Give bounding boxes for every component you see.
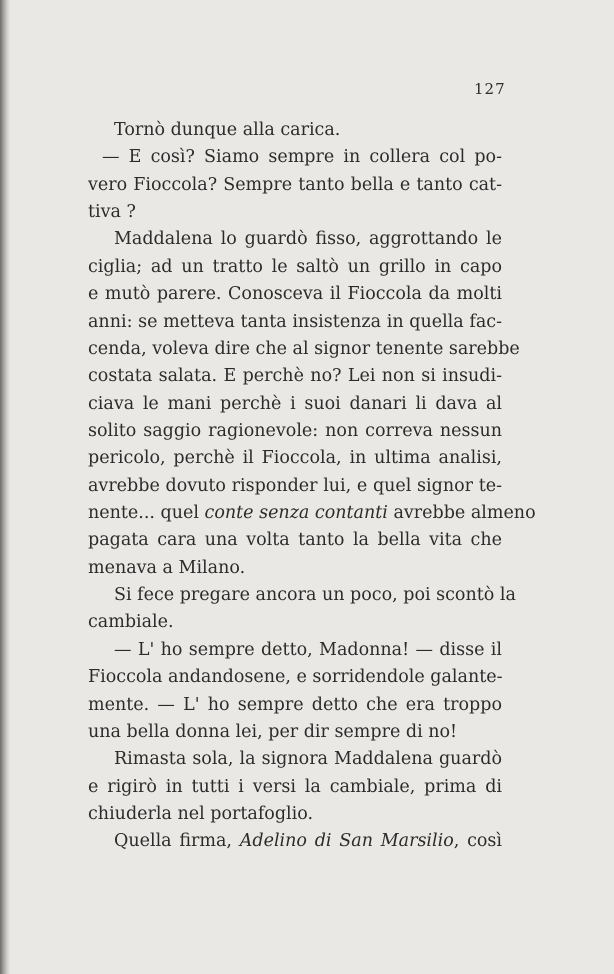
text-segment: ciava le mani perchè i suoi danari li dava al <box>88 393 502 414</box>
text-segment: Maddalena lo guardò fisso, aggrottando le <box>114 229 502 250</box>
text-segment: cambiale. <box>88 612 174 633</box>
text-segment: avrebbe dovuto risponder lui, e quel signor te- <box>88 475 502 496</box>
text-segment: chiuderla nel portafoglio. <box>88 803 314 824</box>
text-line <box>88 746 502 773</box>
text-segment: cenda, voleva dire che al signor tenente sarebbe <box>88 338 520 359</box>
text-segment: una bella donna lei, per dir sempre di no! <box>88 721 458 742</box>
text-segment: Quella firma, <box>114 831 240 852</box>
text-line <box>88 172 502 199</box>
text-segment: Rimasta sola, la signora Maddalena guardò <box>114 749 502 770</box>
text-segment: pericolo, perchè il Fioccola, in ultima analisi, <box>88 448 502 469</box>
text-line <box>88 144 502 171</box>
text-line <box>88 801 502 828</box>
text-line <box>88 199 502 226</box>
text-line <box>88 445 502 472</box>
text-segment: costata salata. E perchè no? Lei non si insudi- <box>88 366 502 387</box>
text-segment: Si fece pregare ancora un poco, poi scontò la <box>114 585 516 606</box>
text-segment: Tornò dunque alla carica. <box>114 120 341 140</box>
text-segment: solito saggio ragionevole: non correva nessun <box>88 420 502 441</box>
text-line <box>88 363 502 390</box>
text-line <box>88 391 502 418</box>
text-line <box>88 555 502 582</box>
italic-text-segment: Adelino di San Marsilio <box>239 831 454 852</box>
text-segment: pagata cara una volta tanto la bella vita che <box>88 530 502 551</box>
text-segment: mente. — L' ho sempre detto che era troppo <box>88 694 502 715</box>
text-line <box>88 774 502 801</box>
page-number: 127 <box>474 80 506 98</box>
text-line <box>88 527 502 554</box>
page-binding-edge <box>0 0 10 974</box>
text-segment: avrebbe almeno <box>387 503 536 524</box>
text-segment: nente... quel <box>88 503 205 524</box>
text-segment: menava a Milano. <box>88 557 246 578</box>
text-line <box>88 254 502 281</box>
text-line <box>88 719 502 746</box>
body-text <box>88 117 536 856</box>
text-segment: e rigirò in tutti i versi la cambiale, prima di <box>88 776 502 797</box>
text-line <box>88 281 502 308</box>
text-segment: vero Fioccola? Sempre tanto bella e tanto cat- <box>88 174 502 195</box>
text-line <box>88 637 502 664</box>
text-line <box>88 473 502 500</box>
text-line <box>88 226 502 253</box>
text-line <box>88 609 502 636</box>
text-segment: Fioccola andandosene, e sorridendole galante- <box>88 667 503 688</box>
text-segment: e mutò parere. Conosceva il Fioccola da molti <box>88 284 502 305</box>
text-line <box>88 309 502 336</box>
text-segment: — E così? Siamo sempre in collera col po- <box>102 147 502 168</box>
text-segment: ciglia; ad un tratto le saltò un grillo in capo <box>88 256 502 277</box>
text-segment: tiva ? <box>88 202 136 223</box>
text-line <box>88 692 502 719</box>
text-segment: anni: se metteva tanta insistenza in quella fac- <box>88 311 502 332</box>
text-line <box>88 500 536 527</box>
text-segment: , così <box>453 831 503 852</box>
italic-text-segment: conte senza contanti <box>204 503 388 524</box>
text-segment: — L' ho sempre detto, Madonna! — disse il <box>114 639 502 660</box>
text-line <box>88 664 502 691</box>
text-line <box>88 336 520 363</box>
text-line <box>88 117 502 144</box>
text-line <box>88 418 502 445</box>
text-line <box>88 582 516 609</box>
text-line <box>88 828 502 855</box>
